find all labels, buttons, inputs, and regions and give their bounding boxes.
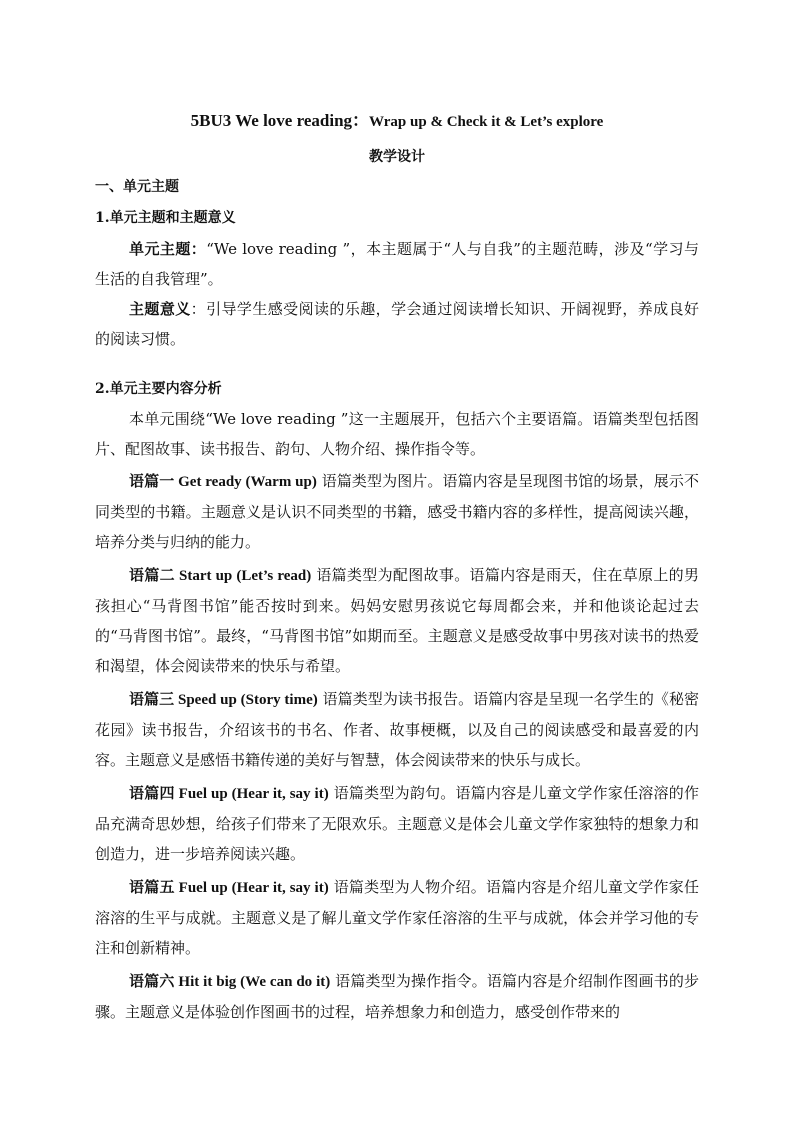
paragraph-intro <box>95 404 699 464</box>
text-3-label: 语篇三 Speed up (Story time) <box>129 692 318 708</box>
meaning-text: ：引导学生感受阅读的乐趣，学会通过阅读增长知识、开阔视野，养成良好的阅读习惯。 <box>95 300 699 348</box>
paragraph-meaning <box>95 294 699 354</box>
intro-text: 本单元围绕“We love reading ”这一主题展开，包括六个主要语篇。语篇类型包括图片、配图故事、读书报告、韵句、人物介绍、操作指令等。 <box>95 410 699 458</box>
theme-text: “We love reading ”，本主题属于“人与自我”的主题范畴，涉及“学习与生活的自我管理”。 <box>95 240 699 288</box>
section-heading-1: 一、单元主题 <box>95 179 179 195</box>
paragraph-text-6 <box>95 966 699 1027</box>
paragraph-text-3 <box>95 684 699 775</box>
text-5-label: 语篇五 Fuel up (Hear it, say it) <box>129 880 329 896</box>
paragraph-text-5 <box>95 872 699 963</box>
section-heading-1-2: 2.单元主要内容分析 <box>95 381 222 397</box>
text-1-label: 语篇一 Get ready (Warm up) <box>129 474 317 490</box>
theme-label: 单元主题： <box>129 240 207 258</box>
document-subtitle: 教学设计 <box>369 149 425 165</box>
text-2-label: 语篇二 Start up (Let’s read) <box>129 568 312 584</box>
paragraph-text-2 <box>95 560 699 681</box>
meaning-label: 主题意义 <box>129 300 191 318</box>
section-heading-1-1: 1.单元主题和主题意义 <box>95 210 236 226</box>
title-main: 5BU3 We love reading： <box>190 111 370 130</box>
text-4-label: 语篇四 Fuel up (Hear it, say it) <box>129 786 329 802</box>
title-sub: Wrap up & Check it & Let’s explore <box>369 114 604 130</box>
text-5-body: 语篇类型为人物介绍。语篇内容是介绍儿童文学作家任溶溶的生平与成就。主题意义是了解儿童文学作家任溶溶的生平与成就，体会并学习他的专注和创新精神。 <box>95 878 699 957</box>
paragraph-text-1 <box>95 466 699 557</box>
text-1-body: 语篇类型为图片。语篇内容是呈现图书馆的场景，展示不同类型的书籍。主题意义是认识不同类型的书籍，感受书籍内容的多样性，提高阅读兴趣，培养分类与归纳的能力。 <box>95 472 699 551</box>
paragraph-text-4 <box>95 778 699 869</box>
text-6-label: 语篇六 Hit it big (We can do it) <box>129 974 331 990</box>
paragraph-theme <box>95 234 699 294</box>
document-title <box>0 106 794 131</box>
text-6-body: 语篇类型为操作指令。语篇内容是介绍制作图画书的步骤。主题意义是体验创作图画书的过程，培养想象力和创造力，感受创作带来的 <box>95 972 700 1021</box>
text-3-body: 语篇类型为读书报告。语篇内容是呈现一名学生的《秘密花园》读书报告，介绍该书的书名、作者、故事梗概，以及自己的阅读感受和最喜爱的内容。主题意义是感悟书籍传递的美好与智慧，体会阅读带来的快乐与成长。 <box>95 690 699 769</box>
text-2-body: 语篇类型为配图故事。语篇内容是雨天，住在草原上的男孩担心“马背图书馆”能否按时到来。妈妈安慰男孩说它每周都会来，并和他谈论起过去的“马背图书馆”。最终，“马背图书馆”如期而至。主题意义是感受故事中男孩对读书的热爱和渴望，体会阅读带来的快乐与希望。 <box>95 566 699 675</box>
text-4-body: 语篇类型为韵句。语篇内容是儿童文学作家任溶溶的作品充满奇思妙想，给孩子们带来了无限欢乐。主题意义是体会儿童文学作家独特的想象力和创造力，进一步培养阅读兴趣。 <box>95 784 699 863</box>
